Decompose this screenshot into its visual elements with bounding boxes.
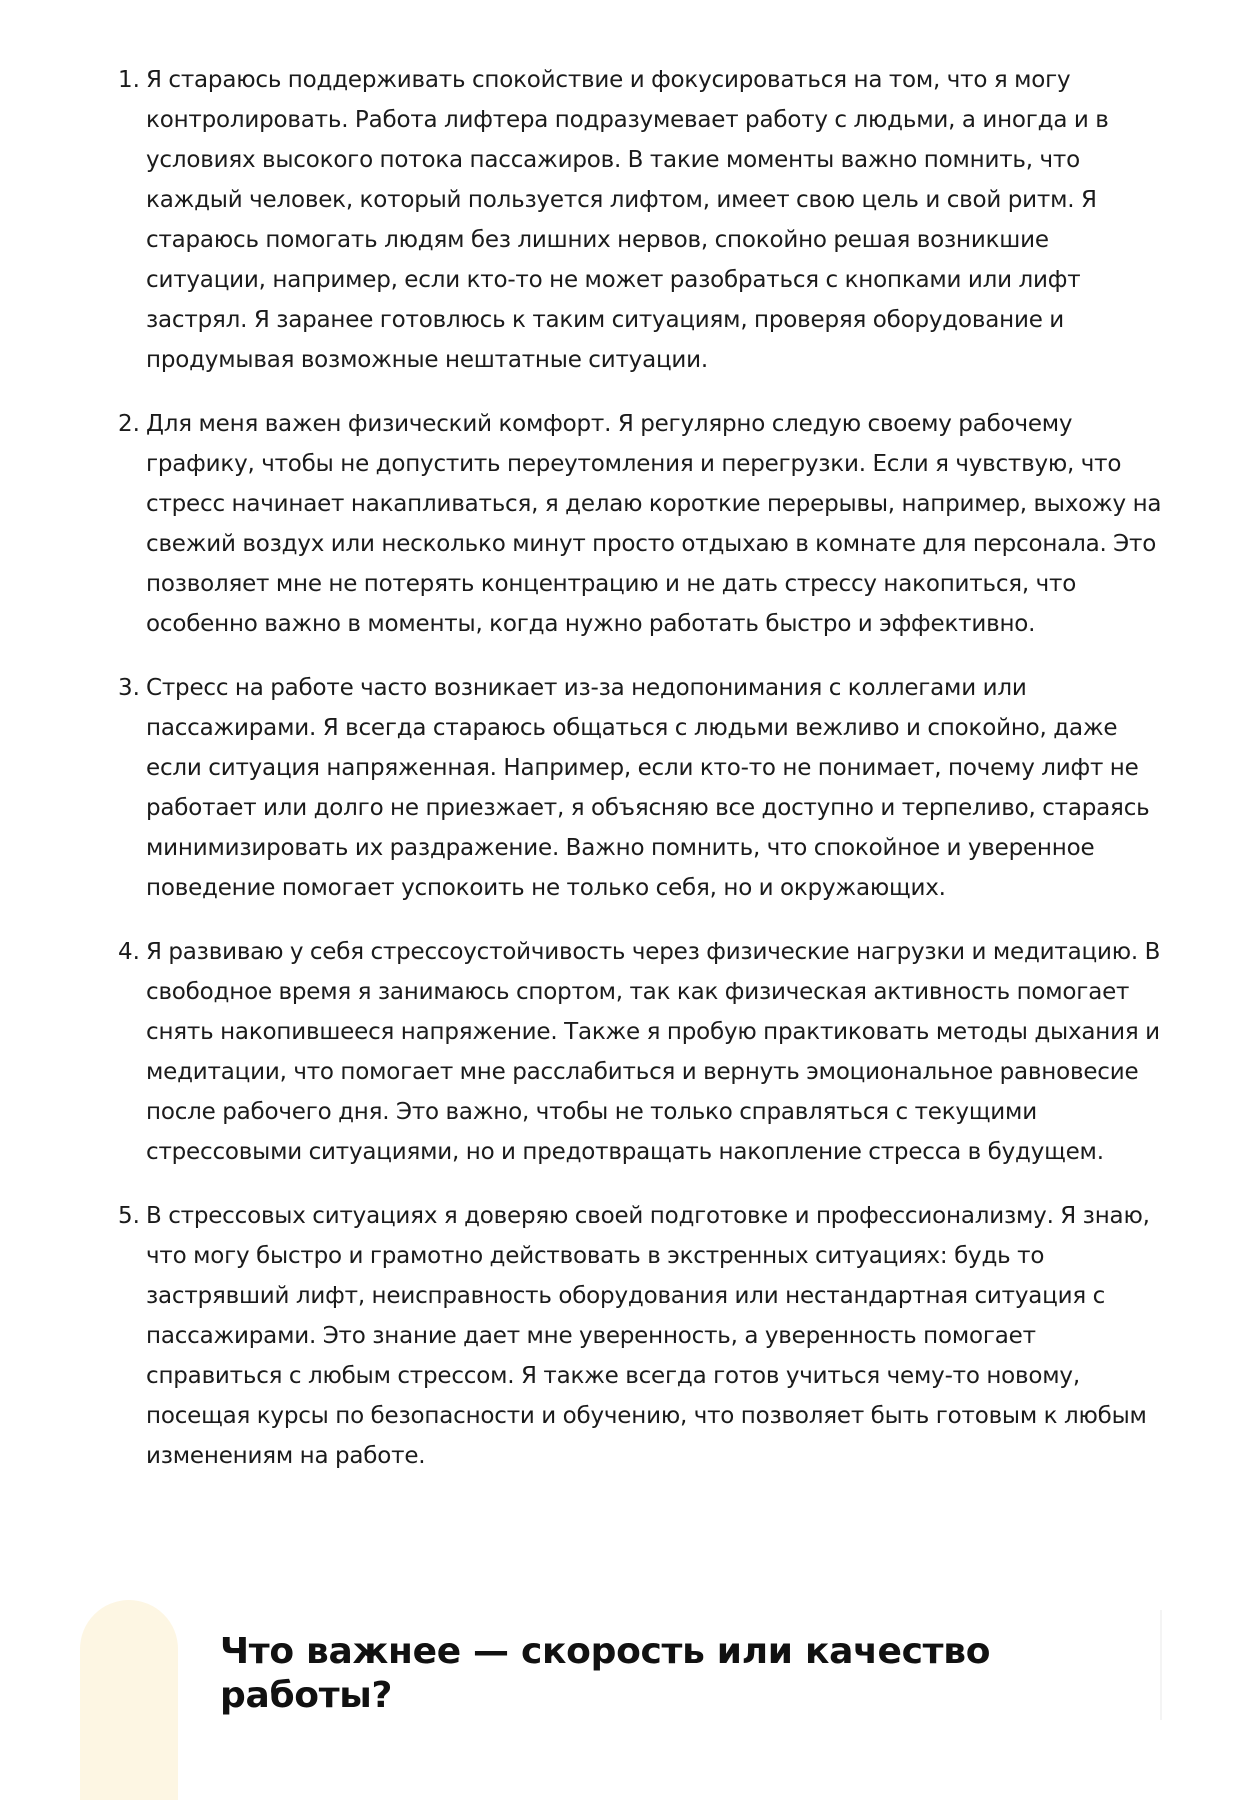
answer-text: Стресс на работе часто возникает из-за недопонимания с коллегами или пассажирами. Я всегда стараюсь общаться с людьми вежливо и спокойно, даже если ситуация напряженная. Например, если кто-то не понимает, почему лифт не работает или долго не приезжает, я объясняю все доступно и терпеливо, стараясь минимизировать их раздражение. Важно помнить, что спокойное и уверенное поведение помогает успокоить не только себя, но и окружающих. [146, 675, 1150, 901]
answer-number: 3. [118, 675, 140, 701]
answer-text: В стрессовых ситуациях я доверяю своей подготовке и профессионализму. Я знаю, что могу быстро и грамотно действовать в экстренных ситуациях: будь то застрявший лифт, неисправность оборудования или нестандартная ситуация с пассажирами. Это знание дает мне уверенность, а уверенность помогает справиться с любым стрессом. Я также всегда готов учиться чему-то новому, посещая курсы по безопасности и обучению, что позволяет быть готовым к любым изменениям на работе. [146, 1203, 1150, 1469]
answer-text: Я развиваю у себя стрессоустойчивость через физические нагрузки и медитацию. В свободное время я занимаюсь спортом, так как физическая активность помогает снять накопившееся напряжение. Также я пробую практиковать методы дыхания и медитации, что помогает мне расслабиться и вернуть эмоциональное равновесие после рабочего дня. Это важно, чтобы не только справляться с текущими стрессовыми ситуациями, но и предотвращать накопление стресса в будущем. [146, 939, 1161, 1165]
answer-item-4 [118, 932, 1170, 1172]
answer-number: 4. [118, 939, 140, 965]
section-heading: Что важнее — скорость или качество работы? [220, 1631, 991, 1716]
answer-number: 1. [118, 67, 140, 93]
answer-content [118, 60, 1170, 1500]
answer-text: Для меня важен физический комфорт. Я регулярно следую своему рабочему графику, чтобы не допустить переутомления и перегрузки. Если я чувствую, что стресс начинает накапливаться, я делаю короткие перерывы, например, выхожу на свежий воздух или несколько минут просто отдыхаю в комнате для персонала. Это позволяет мне не потерять концентрацию и не дать стрессу накопиться, что особенно важно в моменты, когда нужно работать быстро и эффективно. [146, 411, 1162, 637]
answer-item-2 [118, 404, 1170, 644]
answer-item-3 [118, 668, 1170, 908]
decorative-circle-shape [80, 1600, 178, 1800]
answer-item-1 [118, 60, 1170, 380]
answer-item-5 [118, 1196, 1170, 1476]
answer-list [118, 60, 1170, 1476]
next-section-header [80, 1600, 1160, 1753]
answer-text: Я стараюсь поддерживать спокойствие и фокусироваться на том, что я могу контролировать. Работа лифтера подразумевает работу с людьми, а иногда и в условиях высокого потока пассажиров. В такие моменты важно помнить, что каждый человек, который пользуется лифтом, имеет свою цель и свой ритм. Я стараюсь помогать людям без лишних нервов, спокойно решая возникшие ситуации, например, если кто-то не может разобраться с кнопками или лифт застрял. Я заранее готовлюсь к таким ситуациям, проверяя оборудование и продумывая возможные нештатные ситуации. [146, 67, 1109, 373]
answer-number: 5. [118, 1203, 140, 1229]
answer-number: 2. [118, 411, 140, 437]
